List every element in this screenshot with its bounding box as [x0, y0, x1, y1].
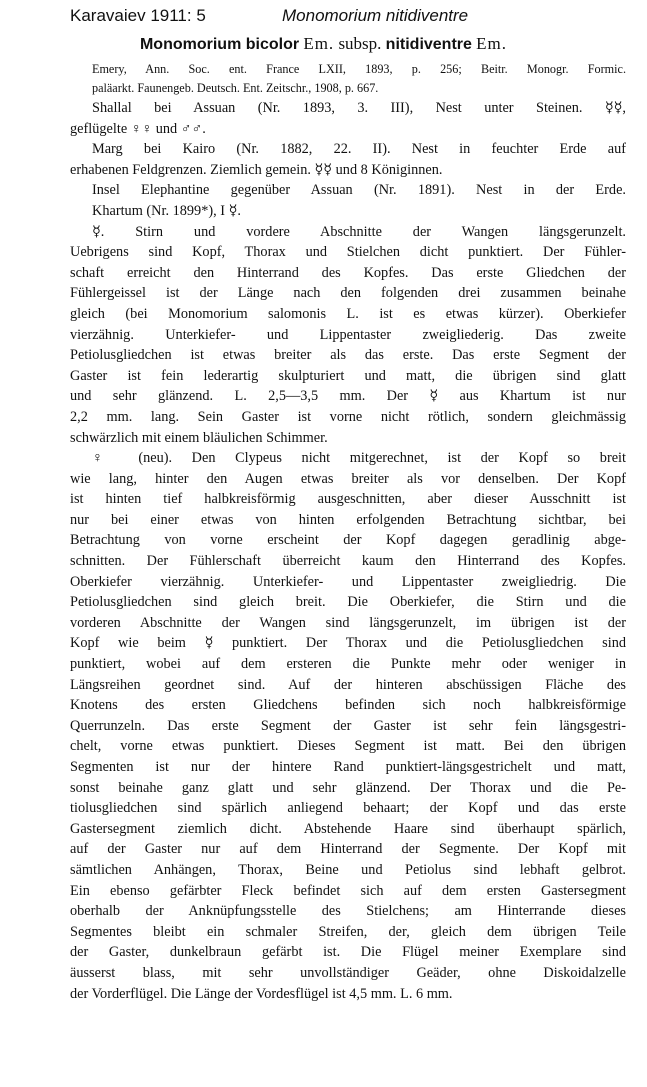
text-line: paläarkt. Faunengeb. Deutsch. Ent. Zeitschr., 1908, p. 667. [92, 81, 379, 95]
text-line: vorderen Abschnitte der Wangen sind längsgerunzelt, im übrigen ist der [70, 614, 626, 631]
text-line: tiolusgliedchen sind spärlich anliegend behaart; der Kopf und das erste [70, 800, 626, 817]
text-line: Petiolusgliedchen ist etwas breiter als das erste. Das erste Segment der [70, 347, 626, 364]
text-line: auf der Gaster nur auf dem Hinterrand der Segmente. Der Kopf mit [70, 841, 626, 858]
text-line: Insel Elephantine gegenüber Assuan (Nr. 1891). Nest in der Erde. [92, 182, 626, 199]
text-line: schnitten. Der Fühlerschaft überreicht kaum den Hinterrand des Kopfes. [70, 553, 626, 570]
text-line: 2,2 mm. lang. Sein Gaster ist vorne nicht rötlich, sondern gleichmässig [70, 408, 626, 425]
page-header [70, 6, 630, 28]
text-line: punktiert, wobei auf dem ersteren die Punkte mehr oder weniger in [70, 656, 626, 673]
text-line: Betrachtung von vorne erscheint der Kopf dagegen geradlinig abge- [70, 532, 626, 549]
text-line: sämtlichen Anhängen, Thorax, Beine und Petiolus sind lebhaft gelbrot. [70, 861, 626, 878]
text-line: wie lang, hinter den Augen etwas breiter als vor denselben. Der Kopf [70, 470, 626, 487]
text-line: ist hinten tief halbkreisförmig ausgeschnitten, aber dieser Ausschnitt ist [70, 491, 626, 508]
author-2: Em. [476, 34, 508, 53]
text-line: Längsreihen geordnet sind. Auf der hinteren abschüssigen Fläche des [70, 676, 626, 693]
text-line: Shallal bei Assuan (Nr. 1893, 3. III), Nest unter Steinen. ☿☿, [92, 100, 626, 116]
text-line: Fühlergeissel ist der Länge nach den folgenden drei zusammen beinahe [70, 285, 626, 302]
text-line: schaft erreicht den Hinterrand des Kopfes. Das erste Gliedchen der [70, 264, 626, 281]
text-line: Querrunzeln. Das erste Segment der Gaster ist sehr fein längsgestri- [70, 717, 626, 734]
text-line: oberhalb der Anknüpfungsstelle des Stielchens; am Hinterrande dieses [70, 903, 626, 920]
text-line: und sehr glänzend. L. 2,5—3,5 mm. Der ☿ aus Khartum ist nur [70, 388, 626, 405]
text-line: Emery, Ann. Soc. ent. France LXII, 1893, p. 256; Beitr. Monogr. Formic. [92, 62, 626, 76]
text-line: der Gaster, dunkelbraun gefärbt ist. Die Flügel meiner Exemplare sind [70, 944, 626, 961]
species-name: Monomorium bicolor [139, 36, 300, 53]
text-line: schwärzlich mit einem bläulichen Schimmer. [70, 429, 328, 446]
text-line: Marg bei Kairo (Nr. 1882, 22. II). Nest in feuchter Erde auf [92, 141, 626, 158]
text-line: Kopf wie beim ☿ punktiert. Der Thorax und die Petiolusgliedchen sind [70, 635, 626, 652]
species-title [0, 34, 647, 54]
text-line: chelt, vorne etwas punktiert. Dieses Segment ist matt. Bei den übrigen [70, 738, 626, 755]
text-line: Petiolusgliedchen sind gleich breit. Die Oberkiefer, die Stirn und die [70, 594, 626, 611]
text-line: sonst beinahe ganz glatt und sehr glänzend. Der Thorax und die Pe- [70, 779, 626, 796]
source-citation: Karavaiev 1911: 5 [70, 6, 206, 25]
author-1: Em. [303, 34, 335, 53]
text-line: ☿. Stirn und vordere Abschnitte der Wangen längsgerunzelt. [92, 223, 626, 240]
taxon-name: Monomorium nitidiventre [282, 6, 469, 25]
text-line: Khartum (Nr. 1899*), I ☿. [92, 202, 241, 219]
text-line: Knotens des ersten Gliedchens befinden sich noch halbkreisförmige [70, 697, 626, 714]
text-line: äusserst blass, mit sehr unvollständiger Geäder, ohne Diskoidalzelle [70, 964, 626, 981]
subsp-label: subsp. [338, 34, 382, 53]
text-line: Uebrigens sind Kopf, Thorax und Stielchen dicht punktiert. Der Fühler- [70, 244, 626, 261]
text-line: nur bei einer etwas von hinten erfolgenden Betrachtung sichtbar, bei [70, 511, 626, 528]
text-line: erhabenen Feldgrenzen. Ziemlich gemein. ☿☿ und 8 Königinnen. [70, 161, 443, 178]
text-line: Gastersegment ziemlich dicht. Abstehende Haare sind überhaupt spärlich, [70, 820, 626, 837]
text-line: Segmentes bleibt ein schmaler Streifen, der, gleich dem übrigen Teile [70, 923, 626, 940]
text-line: der Vorderflügel. Die Länge der Vordesflügel ist 4,5 mm. L. 6 mm. [70, 985, 453, 1002]
text-line: geflügelte ♀♀ und ♂♂. [70, 120, 206, 137]
body-text [70, 60, 626, 1004]
text-line: gleich (bei Monomorium salomonis L. ist es etwas kürzer). Oberkiefer [70, 305, 626, 322]
subspecies-name: nitidiventre [385, 36, 472, 53]
text-line: Gaster ist fein lederartig skulpturiert und matt, die übrigen sind glatt [70, 367, 626, 384]
text-line: Oberkiefer vierzähnig. Unterkiefer- und Lippentaster zweigliedrig. Die [70, 573, 626, 590]
text-line: Segmenten ist nur der hintere Rand punktiert-längsgestrichelt und matt, [70, 759, 626, 775]
text-line: Ein ebenso gefärbter Fleck befindet sich auf dem ersten Gastersegment [70, 882, 626, 899]
text-line: ♀ (neu). Den Clypeus nicht mitgerechnet, ist der Kopf so breit [92, 450, 626, 467]
text-line: vierzähnig. Unterkiefer- und Lippentaster zweigliederig. Das zweite [70, 326, 626, 343]
